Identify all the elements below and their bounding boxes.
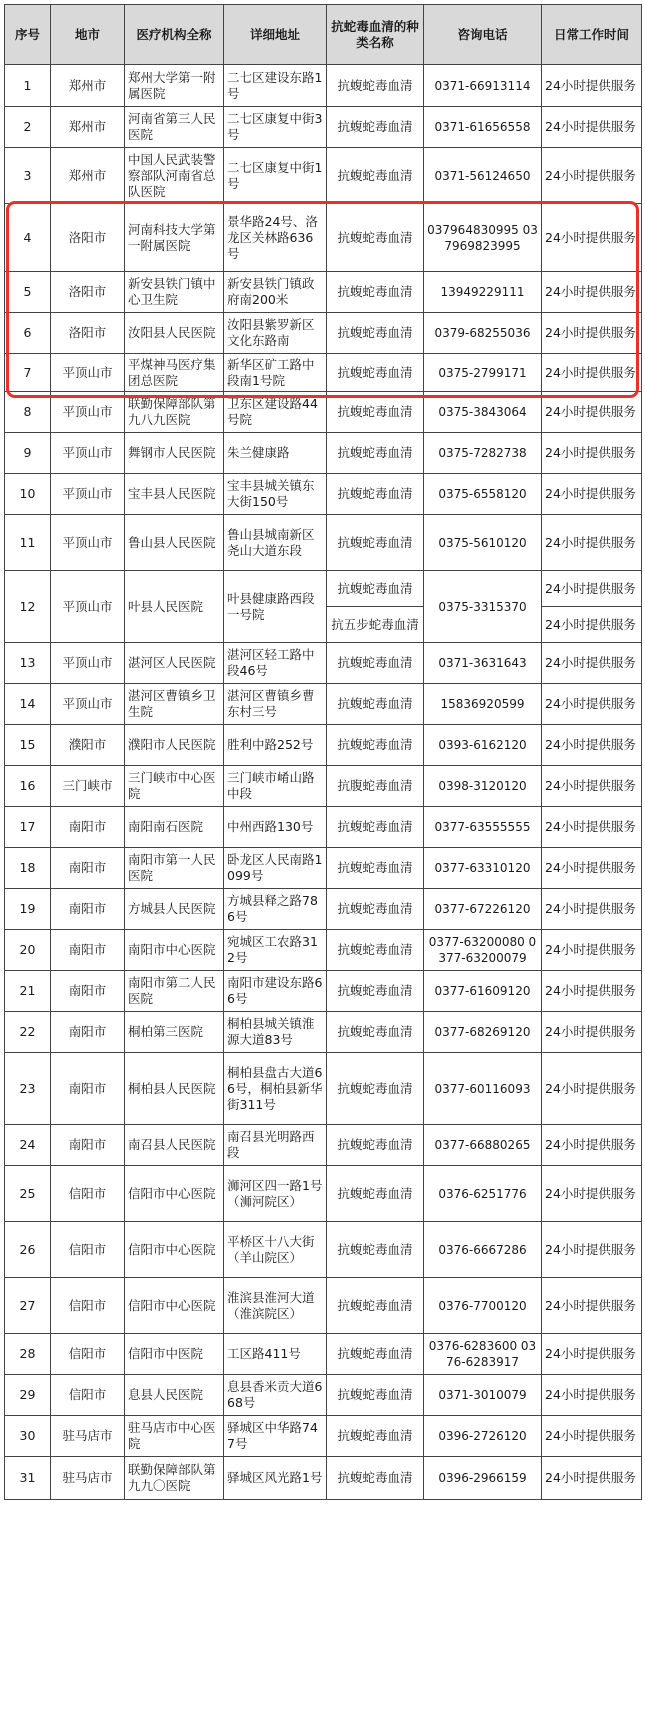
hours-cell: 24小时提供服务 bbox=[542, 1375, 642, 1416]
address-cell: 卫东区建设路44号院 bbox=[224, 392, 327, 433]
address-cell: 新华区矿工路中段南1号院 bbox=[224, 354, 327, 392]
table-row bbox=[5, 1012, 642, 1053]
serum-type-cell: 抗蝮蛇毒血清 bbox=[327, 1457, 424, 1500]
hours-cell: 24小时提供服务 bbox=[542, 107, 642, 148]
address-cell: 叶县健康路西段一号院 bbox=[224, 571, 327, 643]
table-row bbox=[5, 1416, 642, 1457]
table-row bbox=[5, 571, 642, 607]
city-cell: 平顶山市 bbox=[51, 433, 125, 474]
address-cell: 二七区康复中街1号 bbox=[224, 148, 327, 204]
org-name-cell: 信阳市中医院 bbox=[125, 1334, 224, 1375]
phone-cell: 0379-68255036 bbox=[424, 313, 542, 354]
address-cell: 中州西路130号 bbox=[224, 807, 327, 848]
city-cell: 南阳市 bbox=[51, 848, 125, 889]
phone-cell: 0375-3315370 bbox=[424, 571, 542, 643]
city-cell: 南阳市 bbox=[51, 807, 125, 848]
hours-cell: 24小时提供服务 bbox=[542, 643, 642, 684]
table-row bbox=[5, 643, 642, 684]
hours-cell: 24小时提供服务 bbox=[542, 1166, 642, 1222]
phone-cell: 0371-3010079 bbox=[424, 1375, 542, 1416]
row-number: 29 bbox=[5, 1375, 51, 1416]
phone-cell: 0376-6251776 bbox=[424, 1166, 542, 1222]
table-row bbox=[5, 1375, 642, 1416]
row-number: 5 bbox=[5, 272, 51, 313]
serum-type-cell: 抗蝮蛇毒血清 bbox=[327, 272, 424, 313]
hours-cell: 24小时提供服务 bbox=[542, 1222, 642, 1278]
hours-cell: 24小时提供服务 bbox=[542, 930, 642, 971]
table-row bbox=[5, 474, 642, 515]
phone-cell: 0375-6558120 bbox=[424, 474, 542, 515]
table-row bbox=[5, 1222, 642, 1278]
org-name-cell: 息县人民医院 bbox=[125, 1375, 224, 1416]
phone-cell: 0377-60116093 bbox=[424, 1053, 542, 1125]
hours-cell: 24小时提供服务 bbox=[542, 766, 642, 807]
table-row bbox=[5, 807, 642, 848]
city-cell: 平顶山市 bbox=[51, 571, 125, 643]
header-org: 医疗机构全称 bbox=[125, 5, 224, 65]
header-phone: 咨询电话 bbox=[424, 5, 542, 65]
table-row bbox=[5, 392, 642, 433]
serum-type-cell: 抗蝮蛇毒血清 bbox=[327, 571, 424, 607]
row-number: 3 bbox=[5, 148, 51, 204]
city-cell: 信阳市 bbox=[51, 1334, 125, 1375]
table-row bbox=[5, 107, 642, 148]
hours-cell: 24小时提供服务 bbox=[542, 1053, 642, 1125]
city-cell: 平顶山市 bbox=[51, 515, 125, 571]
org-name-cell: 湛河区人民医院 bbox=[125, 643, 224, 684]
table-row bbox=[5, 1125, 642, 1166]
serum-type-cell: 抗蝮蛇毒血清 bbox=[327, 107, 424, 148]
hours-cell: 24小时提供服务 bbox=[542, 1334, 642, 1375]
hours-cell: 24小时提供服务 bbox=[542, 148, 642, 204]
hours-cell: 24小时提供服务 bbox=[542, 1416, 642, 1457]
header-hours: 日常工作时间 bbox=[542, 5, 642, 65]
org-name-cell: 南召县人民医院 bbox=[125, 1125, 224, 1166]
phone-cell: 0376-6283600 0376-6283917 bbox=[424, 1334, 542, 1375]
phone-cell: 0371-3631643 bbox=[424, 643, 542, 684]
phone-cell: 0375-3843064 bbox=[424, 392, 542, 433]
org-name-cell: 三门峡市中心医院 bbox=[125, 766, 224, 807]
hospital-table-container bbox=[4, 4, 641, 1500]
serum-type-cell: 抗蝮蛇毒血清 bbox=[327, 1012, 424, 1053]
header-row bbox=[5, 5, 642, 65]
table-row bbox=[5, 204, 642, 272]
serum-type-cell: 抗蝮蛇毒血清 bbox=[327, 1375, 424, 1416]
phone-cell: 037964830995 037969823995 bbox=[424, 204, 542, 272]
city-cell: 信阳市 bbox=[51, 1278, 125, 1334]
serum-type-cell: 抗蝮蛇毒血清 bbox=[327, 313, 424, 354]
phone-cell: 13949229111 bbox=[424, 272, 542, 313]
phone-cell: 0393-6162120 bbox=[424, 725, 542, 766]
table-row bbox=[5, 889, 642, 930]
serum-type-cell: 抗蝮蛇毒血清 bbox=[327, 1125, 424, 1166]
city-cell: 驻马店市 bbox=[51, 1416, 125, 1457]
serum-type-cell: 抗蝮蛇毒血清 bbox=[327, 515, 424, 571]
org-name-cell: 濮阳市人民医院 bbox=[125, 725, 224, 766]
antivenom-hospital-table bbox=[4, 4, 642, 1500]
header-addr: 详细地址 bbox=[224, 5, 327, 65]
city-cell: 驻马店市 bbox=[51, 1457, 125, 1500]
org-name-cell: 河南省第三人民医院 bbox=[125, 107, 224, 148]
hours-cell: 24小时提供服务 bbox=[542, 571, 642, 607]
city-cell: 南阳市 bbox=[51, 971, 125, 1012]
row-number: 14 bbox=[5, 684, 51, 725]
hours-cell: 24小时提供服务 bbox=[542, 433, 642, 474]
city-cell: 南阳市 bbox=[51, 1053, 125, 1125]
row-number: 10 bbox=[5, 474, 51, 515]
city-cell: 平顶山市 bbox=[51, 474, 125, 515]
address-cell: 湛河区轻工路中段46号 bbox=[224, 643, 327, 684]
org-name-cell: 湛河区曹镇乡卫生院 bbox=[125, 684, 224, 725]
city-cell: 南阳市 bbox=[51, 930, 125, 971]
city-cell: 洛阳市 bbox=[51, 313, 125, 354]
hours-cell: 24小时提供服务 bbox=[542, 1457, 642, 1500]
address-cell: 湛河区曹镇乡曹东村三号 bbox=[224, 684, 327, 725]
table-row bbox=[5, 684, 642, 725]
org-name-cell: 信阳市中心医院 bbox=[125, 1278, 224, 1334]
org-name-cell: 郑州大学第一附属医院 bbox=[125, 65, 224, 107]
city-cell: 南阳市 bbox=[51, 1012, 125, 1053]
serum-type-cell: 抗蝮蛇毒血清 bbox=[327, 148, 424, 204]
city-cell: 三门峡市 bbox=[51, 766, 125, 807]
address-cell: 卧龙区人民南路1099号 bbox=[224, 848, 327, 889]
city-cell: 南阳市 bbox=[51, 889, 125, 930]
city-cell: 平顶山市 bbox=[51, 392, 125, 433]
address-cell: 工区路411号 bbox=[224, 1334, 327, 1375]
city-cell: 洛阳市 bbox=[51, 204, 125, 272]
org-name-cell: 南阳市中心医院 bbox=[125, 930, 224, 971]
table-row bbox=[5, 1334, 642, 1375]
row-number: 28 bbox=[5, 1334, 51, 1375]
phone-cell: 0375-5610120 bbox=[424, 515, 542, 571]
phone-cell: 0377-66880265 bbox=[424, 1125, 542, 1166]
serum-type-cell: 抗蝮蛇毒血清 bbox=[327, 474, 424, 515]
serum-type-cell: 抗蝮蛇毒血清 bbox=[327, 725, 424, 766]
hours-cell: 24小时提供服务 bbox=[542, 607, 642, 643]
org-name-cell: 方城县人民医院 bbox=[125, 889, 224, 930]
row-number: 7 bbox=[5, 354, 51, 392]
address-cell: 桐柏县盘古大道66号，桐柏县新华街311号 bbox=[224, 1053, 327, 1125]
row-number: 8 bbox=[5, 392, 51, 433]
address-cell: 二七区康复中街3号 bbox=[224, 107, 327, 148]
table-row bbox=[5, 725, 642, 766]
address-cell: 景华路24号、洛龙区关林路636号 bbox=[224, 204, 327, 272]
serum-type-cell: 抗蝮蛇毒血清 bbox=[327, 1334, 424, 1375]
org-name-cell: 舞钢市人民医院 bbox=[125, 433, 224, 474]
phone-cell: 0398-3120120 bbox=[424, 766, 542, 807]
phone-cell: 0375-2799171 bbox=[424, 354, 542, 392]
address-cell: 朱兰健康路 bbox=[224, 433, 327, 474]
org-name-cell: 宝丰县人民医院 bbox=[125, 474, 224, 515]
org-name-cell: 桐柏县人民医院 bbox=[125, 1053, 224, 1125]
serum-type-cell: 抗蝮蛇毒血清 bbox=[327, 1278, 424, 1334]
hours-cell: 24小时提供服务 bbox=[542, 65, 642, 107]
phone-cell: 0377-63200080 0377-63200079 bbox=[424, 930, 542, 971]
org-name-cell: 信阳市中心医院 bbox=[125, 1222, 224, 1278]
serum-type-cell: 抗蝮蛇毒血清 bbox=[327, 433, 424, 474]
city-cell: 郑州市 bbox=[51, 107, 125, 148]
row-number: 25 bbox=[5, 1166, 51, 1222]
address-cell: 南召县光明路西段 bbox=[224, 1125, 327, 1166]
table-row bbox=[5, 930, 642, 971]
phone-cell: 0377-67226120 bbox=[424, 889, 542, 930]
serum-type-cell: 抗蝮蛇毒血清 bbox=[327, 848, 424, 889]
hours-cell: 24小时提供服务 bbox=[542, 848, 642, 889]
table-row bbox=[5, 766, 642, 807]
row-number: 21 bbox=[5, 971, 51, 1012]
hours-cell: 24小时提供服务 bbox=[542, 1125, 642, 1166]
row-number: 16 bbox=[5, 766, 51, 807]
table-row bbox=[5, 1053, 642, 1125]
city-cell: 郑州市 bbox=[51, 65, 125, 107]
org-name-cell: 平煤神马医疗集团总医院 bbox=[125, 354, 224, 392]
serum-type-cell: 抗蝮蛇毒血清 bbox=[327, 930, 424, 971]
row-number: 13 bbox=[5, 643, 51, 684]
hours-cell: 24小时提供服务 bbox=[542, 204, 642, 272]
table-row bbox=[5, 272, 642, 313]
phone-cell: 0371-56124650 bbox=[424, 148, 542, 204]
serum-type-cell: 抗五步蛇毒血清 bbox=[327, 607, 424, 643]
hours-cell: 24小时提供服务 bbox=[542, 725, 642, 766]
serum-type-cell: 抗蝮蛇毒血清 bbox=[327, 1222, 424, 1278]
serum-type-cell: 抗蝮蛇毒血清 bbox=[327, 1416, 424, 1457]
org-name-cell: 南阳市第二人民医院 bbox=[125, 971, 224, 1012]
address-cell: 浉河区四一路1号（浉河院区） bbox=[224, 1166, 327, 1222]
city-cell: 郑州市 bbox=[51, 148, 125, 204]
table-row bbox=[5, 433, 642, 474]
org-name-cell: 中国人民武装警察部队河南省总队医院 bbox=[125, 148, 224, 204]
table-row bbox=[5, 515, 642, 571]
row-number: 30 bbox=[5, 1416, 51, 1457]
header-city: 地市 bbox=[51, 5, 125, 65]
org-name-cell: 信阳市中心医院 bbox=[125, 1166, 224, 1222]
row-number: 11 bbox=[5, 515, 51, 571]
org-name-cell: 南阳市第一人民医院 bbox=[125, 848, 224, 889]
address-cell: 南阳市建设东路66号 bbox=[224, 971, 327, 1012]
org-name-cell: 新安县铁门镇中心卫生院 bbox=[125, 272, 224, 313]
table-row bbox=[5, 65, 642, 107]
serum-type-cell: 抗蝮蛇毒血清 bbox=[327, 971, 424, 1012]
hours-cell: 24小时提供服务 bbox=[542, 354, 642, 392]
serum-type-cell: 抗蝮蛇毒血清 bbox=[327, 807, 424, 848]
table-row bbox=[5, 1166, 642, 1222]
hours-cell: 24小时提供服务 bbox=[542, 889, 642, 930]
serum-type-cell: 抗蝮蛇毒血清 bbox=[327, 392, 424, 433]
row-number: 27 bbox=[5, 1278, 51, 1334]
phone-cell: 0371-66913114 bbox=[424, 65, 542, 107]
row-number: 24 bbox=[5, 1125, 51, 1166]
city-cell: 濮阳市 bbox=[51, 725, 125, 766]
hours-cell: 24小时提供服务 bbox=[542, 272, 642, 313]
phone-cell: 15836920599 bbox=[424, 684, 542, 725]
serum-type-cell: 抗蝮蛇毒血清 bbox=[327, 643, 424, 684]
serum-type-cell: 抗蝮蛇毒血清 bbox=[327, 204, 424, 272]
hours-cell: 24小时提供服务 bbox=[542, 392, 642, 433]
serum-type-cell: 抗腹蛇毒血清 bbox=[327, 766, 424, 807]
org-name-cell: 汝阳县人民医院 bbox=[125, 313, 224, 354]
row-number: 1 bbox=[5, 65, 51, 107]
phone-cell: 0396-2726120 bbox=[424, 1416, 542, 1457]
phone-cell: 0377-63310120 bbox=[424, 848, 542, 889]
serum-type-cell: 抗蝮蛇毒血清 bbox=[327, 684, 424, 725]
address-cell: 胜利中路252号 bbox=[224, 725, 327, 766]
address-cell: 宛城区工农路312号 bbox=[224, 930, 327, 971]
serum-type-cell: 抗蝮蛇毒血清 bbox=[327, 354, 424, 392]
row-number: 12 bbox=[5, 571, 51, 643]
org-name-cell: 鲁山县人民医院 bbox=[125, 515, 224, 571]
table-row bbox=[5, 1457, 642, 1500]
table-row bbox=[5, 1278, 642, 1334]
row-number: 6 bbox=[5, 313, 51, 354]
row-number: 2 bbox=[5, 107, 51, 148]
city-cell: 平顶山市 bbox=[51, 643, 125, 684]
hours-cell: 24小时提供服务 bbox=[542, 1012, 642, 1053]
phone-cell: 0375-7282738 bbox=[424, 433, 542, 474]
address-cell: 息县香米贡大道668号 bbox=[224, 1375, 327, 1416]
city-cell: 信阳市 bbox=[51, 1166, 125, 1222]
row-number: 22 bbox=[5, 1012, 51, 1053]
row-number: 23 bbox=[5, 1053, 51, 1125]
org-name-cell: 叶县人民医院 bbox=[125, 571, 224, 643]
address-cell: 驿城区中华路747号 bbox=[224, 1416, 327, 1457]
hours-cell: 24小时提供服务 bbox=[542, 313, 642, 354]
address-cell: 宝丰县城关镇东大街150号 bbox=[224, 474, 327, 515]
serum-type-cell: 抗蝮蛇毒血清 bbox=[327, 889, 424, 930]
table-header bbox=[5, 5, 642, 65]
address-cell: 新安县铁门镇政府南200米 bbox=[224, 272, 327, 313]
phone-cell: 0371-61656558 bbox=[424, 107, 542, 148]
org-name-cell: 联勤保障部队第九九〇医院 bbox=[125, 1457, 224, 1500]
row-number: 17 bbox=[5, 807, 51, 848]
row-number: 20 bbox=[5, 930, 51, 971]
org-name-cell: 河南科技大学第一附属医院 bbox=[125, 204, 224, 272]
table-row bbox=[5, 354, 642, 392]
table-row bbox=[5, 313, 642, 354]
row-number: 26 bbox=[5, 1222, 51, 1278]
org-name-cell: 驻马店市中心医院 bbox=[125, 1416, 224, 1457]
hours-cell: 24小时提供服务 bbox=[542, 515, 642, 571]
org-name-cell: 联勤保障部队第九八九医院 bbox=[125, 392, 224, 433]
row-number: 15 bbox=[5, 725, 51, 766]
row-number: 19 bbox=[5, 889, 51, 930]
table-body bbox=[5, 65, 642, 1500]
phone-cell: 0377-61609120 bbox=[424, 971, 542, 1012]
address-cell: 淮滨县淮河大道（淮滨院区） bbox=[224, 1278, 327, 1334]
city-cell: 信阳市 bbox=[51, 1375, 125, 1416]
phone-cell: 0376-7700120 bbox=[424, 1278, 542, 1334]
org-name-cell: 桐柏第三医院 bbox=[125, 1012, 224, 1053]
hours-cell: 24小时提供服务 bbox=[542, 971, 642, 1012]
header-no: 序号 bbox=[5, 5, 51, 65]
row-number: 9 bbox=[5, 433, 51, 474]
city-cell: 信阳市 bbox=[51, 1222, 125, 1278]
city-cell: 平顶山市 bbox=[51, 354, 125, 392]
address-cell: 平桥区十八大街（羊山院区） bbox=[224, 1222, 327, 1278]
city-cell: 南阳市 bbox=[51, 1125, 125, 1166]
phone-cell: 0377-68269120 bbox=[424, 1012, 542, 1053]
hours-cell: 24小时提供服务 bbox=[542, 684, 642, 725]
table-row bbox=[5, 848, 642, 889]
header-serum: 抗蛇毒血清的种类名称 bbox=[327, 5, 424, 65]
phone-cell: 0376-6667286 bbox=[424, 1222, 542, 1278]
hours-cell: 24小时提供服务 bbox=[542, 1278, 642, 1334]
serum-type-cell: 抗蝮蛇毒血清 bbox=[327, 1053, 424, 1125]
table-row bbox=[5, 148, 642, 204]
hours-cell: 24小时提供服务 bbox=[542, 807, 642, 848]
address-cell: 三门峡市崤山路中段 bbox=[224, 766, 327, 807]
address-cell: 桐柏县城关镇淮源大道83号 bbox=[224, 1012, 327, 1053]
phone-cell: 0377-63555555 bbox=[424, 807, 542, 848]
city-cell: 平顶山市 bbox=[51, 684, 125, 725]
address-cell: 方城县释之路786号 bbox=[224, 889, 327, 930]
phone-cell: 0396-2966159 bbox=[424, 1457, 542, 1500]
serum-type-cell: 抗蝮蛇毒血清 bbox=[327, 1166, 424, 1222]
address-cell: 二七区建设东路1号 bbox=[224, 65, 327, 107]
hours-cell: 24小时提供服务 bbox=[542, 474, 642, 515]
city-cell: 洛阳市 bbox=[51, 272, 125, 313]
table-row bbox=[5, 971, 642, 1012]
row-number: 18 bbox=[5, 848, 51, 889]
row-number: 4 bbox=[5, 204, 51, 272]
address-cell: 驿城区风光路1号 bbox=[224, 1457, 327, 1500]
address-cell: 汝阳县紫罗新区文化东路南 bbox=[224, 313, 327, 354]
serum-type-cell: 抗蝮蛇毒血清 bbox=[327, 65, 424, 107]
org-name-cell: 南阳南石医院 bbox=[125, 807, 224, 848]
address-cell: 鲁山县城南新区尧山大道东段 bbox=[224, 515, 327, 571]
row-number: 31 bbox=[5, 1457, 51, 1500]
